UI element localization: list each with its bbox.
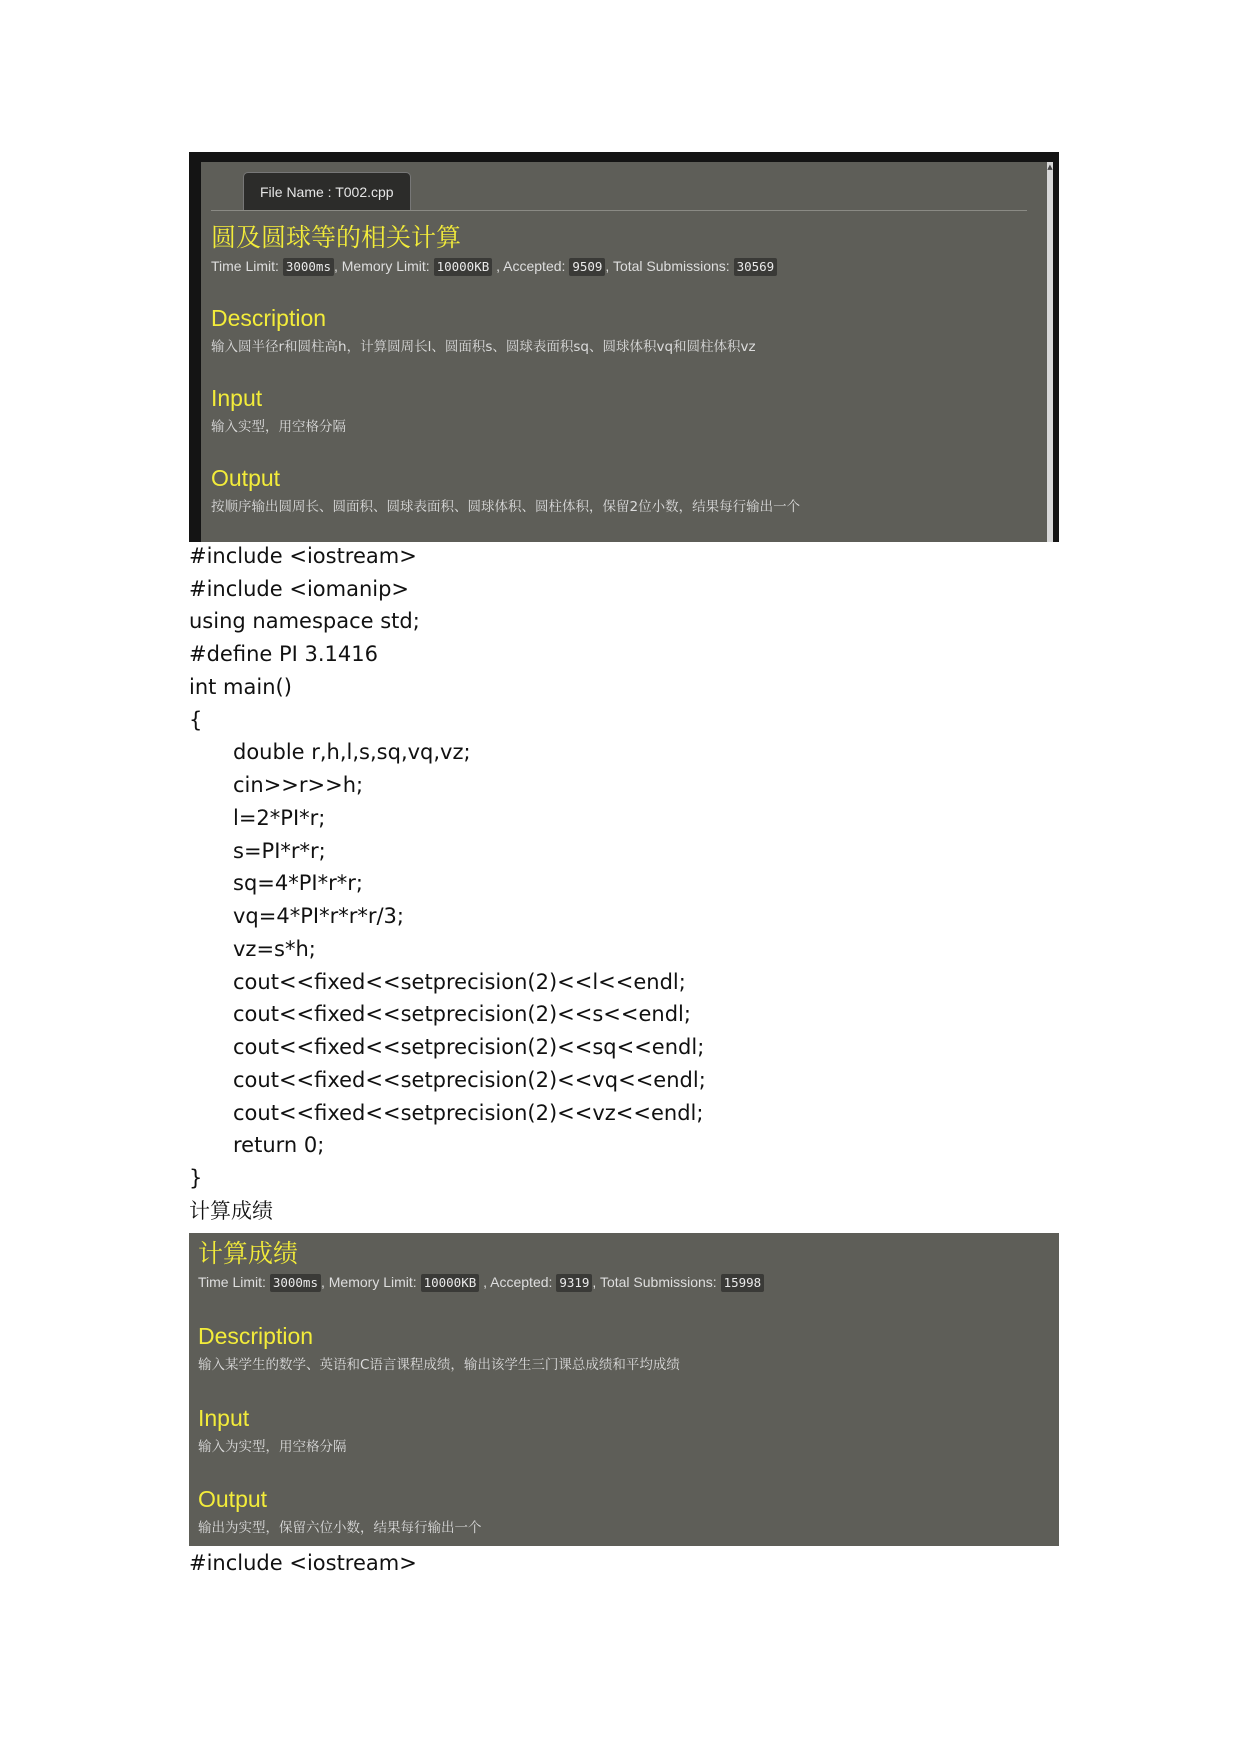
section-heading: 计算成绩: [189, 1199, 273, 1223]
output-text: 输出为实型，保留六位小数，结果每行输出一个: [198, 1520, 482, 1536]
code-line: using namespace std;: [189, 609, 420, 633]
output-text: 按顺序输出圆周长、圆面积、圆球表面积、圆球体积、圆柱体积，保留2位小数，结果每行输出一个: [211, 499, 801, 515]
code-line: cout<<fixed<<setprecision(2)<<vz<<endl;: [233, 1101, 704, 1125]
code-line: }: [189, 1166, 203, 1190]
code-line: return 0;: [233, 1133, 325, 1157]
memory-limit-label: , Memory Limit:: [320, 1274, 417, 1290]
code-line: #include <iomanip>: [189, 577, 410, 601]
code-line: #define PI 3.1416: [189, 642, 378, 666]
submissions-value: 15998: [721, 1274, 765, 1292]
memory-limit-label: , Memory Limit:: [333, 258, 430, 274]
code-line: cout<<fixed<<setprecision(2)<<s<<endl;: [233, 1002, 691, 1026]
time-limit-label: Time Limit:: [211, 258, 279, 274]
problem-panel-1: [189, 152, 1059, 542]
description-text: 输入圆半径r和圆柱高h，计算圆周长l、圆面积s、圆球表面积sq、圆球体积vq和圆柱体积vz: [211, 339, 756, 355]
accepted-value: 9319: [556, 1274, 592, 1292]
code-line: vq=4*PI*r*r*r/3;: [233, 904, 404, 928]
memory-limit-value: 10000KB: [434, 258, 493, 276]
output-heading: Output: [211, 465, 281, 491]
problem-title: 计算成绩: [198, 1240, 299, 1268]
output-heading: Output: [198, 1486, 268, 1512]
scrollbar[interactable]: [1047, 162, 1053, 542]
time-limit-value: 3000ms: [283, 258, 334, 276]
description-heading: Description: [211, 305, 327, 331]
time-limit-value: 3000ms: [270, 1274, 321, 1292]
input-text: 输入实型，用空格分隔: [211, 419, 346, 435]
code-line: double r,h,l,s,sq,vq,vz;: [233, 740, 471, 764]
code-line: cout<<fixed<<setprecision(2)<<sq<<endl;: [233, 1035, 705, 1059]
code-line: sq=4*PI*r*r;: [233, 871, 363, 895]
accepted-label: , Accepted:: [483, 1274, 553, 1290]
description-text: 输入某学生的数学、英语和C语言课程成绩，输出该学生三门课总成绩和平均成绩: [198, 1357, 680, 1373]
problem-panel-1-content: [201, 162, 1053, 542]
code-line: vz=s*h;: [233, 937, 316, 961]
code-line: {: [189, 708, 203, 732]
accepted-label: , Accepted:: [496, 258, 566, 274]
code-line: s=PI*r*r;: [233, 839, 326, 863]
code-line: int main(): [189, 675, 292, 699]
input-heading: Input: [198, 1405, 250, 1431]
code-line: cout<<fixed<<setprecision(2)<<vq<<endl;: [233, 1068, 706, 1092]
submissions-value: 30569: [734, 258, 778, 276]
scroll-up-icon[interactable]: ▲: [1047, 163, 1053, 171]
code-line: cout<<fixed<<setprecision(2)<<l<<endl;: [233, 970, 686, 994]
memory-limit-value: 10000KB: [421, 1274, 480, 1292]
code-line: l=2*PI*r;: [233, 806, 326, 830]
input-text: 输入为实型，用空格分隔: [198, 1439, 347, 1455]
accepted-value: 9509: [569, 258, 605, 276]
problem-meta: [198, 1272, 764, 1292]
input-heading: Input: [211, 385, 263, 411]
problem-meta: [211, 256, 777, 276]
code-line: cin>>r>>h;: [233, 773, 364, 797]
submissions-label: , Total Submissions:: [592, 1274, 717, 1290]
problem-panel-2: [189, 1233, 1059, 1546]
problem-title: 圆及圆球等的相关计算: [211, 224, 462, 252]
tab-divider: [211, 210, 1027, 211]
time-limit-label: Time Limit:: [198, 1274, 266, 1290]
file-name-tab[interactable]: File Name : T002.cpp: [243, 172, 411, 211]
code-line: #include <iostream>: [189, 544, 417, 568]
description-heading: Description: [198, 1323, 314, 1349]
submissions-label: , Total Submissions:: [605, 258, 730, 274]
code-line: #include <iostream>: [189, 1551, 417, 1575]
